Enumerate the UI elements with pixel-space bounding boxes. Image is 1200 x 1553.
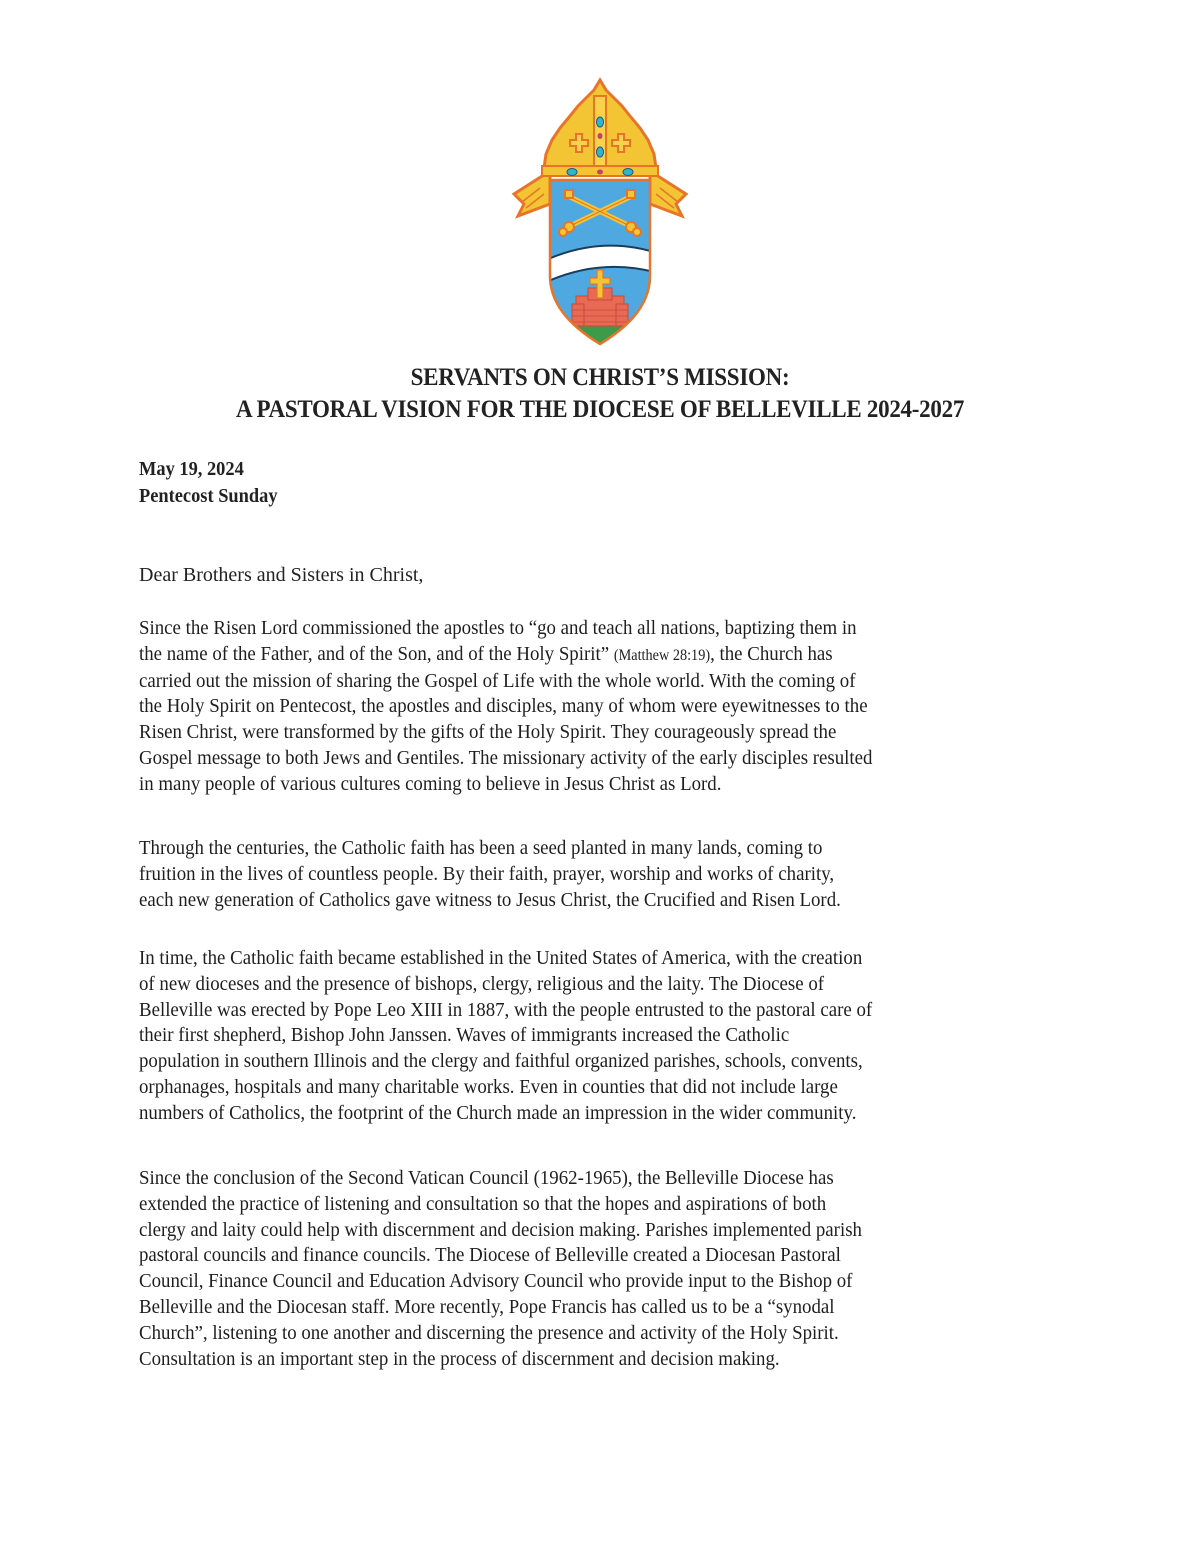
paragraph-line: Belleville and the Diocesan staff. More recently, Pope Francis has called us to be a “synodal [139, 1295, 835, 1318]
paragraph-line: Belleville was erected by Pope Leo XIII in 1887, with the people entrusted to the pastoral care of [139, 998, 873, 1021]
paragraph-1 [139, 616, 1059, 798]
paragraph-line: Risen Christ, were transformed by the gifts of the Holy Spirit. They courageously spread the [139, 721, 837, 744]
paragraph-line-with-citation [139, 642, 1059, 669]
paragraph-line: Since the Risen Lord commissioned the apostles to “go and teach all nations, baptizing them in [139, 617, 857, 639]
date-block [139, 456, 278, 510]
line-tail: , the Church has [710, 642, 833, 665]
title-line-1: SERVANTS ON CHRIST’S MISSION: [410, 364, 790, 391]
paragraph-line: In time, the Catholic faith became established in the United States of America, with the creation [139, 947, 863, 969]
paragraph-line: extended the practice of listening and consultation so that the hopes and aspirations of both [139, 1192, 827, 1215]
paragraph-line: Council, Finance Council and Education Advisory Council who provide input to the Bishop of [139, 1270, 853, 1293]
paragraph-line: carried out the mission of sharing the Gospel of Life with the whole world. With the coming of [139, 669, 856, 692]
paragraph-line: pastoral councils and finance councils. The Diocese of Belleville created a Diocesan Pastoral [139, 1244, 841, 1267]
paragraph-line: Through the centuries, the Catholic faith has been a seed planted in many lands, coming to [139, 837, 823, 859]
paragraph-line: fruition in the lives of countless people. By their faith, prayer, worship and works of charity, [139, 862, 835, 885]
title-line-2: A PASTORAL VISION FOR THE DIOCESE OF BELLEVILLE 2024-2027 [235, 396, 965, 423]
paragraph-line: Consultation is an important step in the process of discernment and decision making. [139, 1347, 780, 1370]
paragraph-line: each new generation of Catholics gave witness to Jesus Christ, the Crucified and Risen Lord. [139, 888, 841, 911]
paragraph-line: of new dioceses and the presence of bishops, clergy, religious and the laity. The Diocese of [139, 972, 825, 995]
document-title [48, 362, 1152, 426]
salutation: Dear Brothers and Sisters in Christ, [139, 564, 424, 586]
paragraph-3 [139, 946, 1059, 1127]
paragraph-line: the Holy Spirit on Pentecost, the apostles and disciples, many of whom were eyewitnesses to the [139, 695, 868, 718]
paragraph-line: Church”, listening to one another and discerning the presence and activity of the Holy Spirit. [139, 1321, 839, 1344]
paragraph-line: their first shepherd, Bishop John Janssen. Waves of immigrants increased the Catholic [139, 1024, 790, 1047]
paragraph-line: numbers of Catholics, the footprint of the Church made an impression in the wider community. [139, 1101, 857, 1124]
letter-date: May 19, 2024 [139, 458, 244, 480]
diocese-coat-of-arms-icon [510, 76, 690, 348]
scripture-citation: (Matthew 28:19) [613, 646, 711, 664]
line-text: the name of the Father, and of the Son, and of the Holy Spirit” [139, 642, 610, 665]
paragraph-line: Since the conclusion of the Second Vatican Council (1962-1965), the Belleville Diocese has [139, 1167, 834, 1189]
paragraph-2 [139, 836, 1059, 913]
letter-occasion: Pentecost Sunday [139, 485, 278, 507]
paragraph-line: in many people of various cultures coming to believe in Jesus Christ as Lord. [139, 772, 722, 795]
paragraph-line: Gospel message to both Jews and Gentiles. The missionary activity of the early disciples resulted [139, 746, 873, 769]
paragraph-4 [139, 1166, 1059, 1372]
paragraph-line: orphanages, hospitals and many charitable works. Even in counties that did not include large [139, 1075, 838, 1098]
paragraph-line: population in southern Illinois and the clergy and faithful organized parishes, schools, convents, [139, 1050, 863, 1073]
paragraph-line: clergy and laity could help with discernment and decision making. Parishes implemented parish [139, 1218, 862, 1241]
